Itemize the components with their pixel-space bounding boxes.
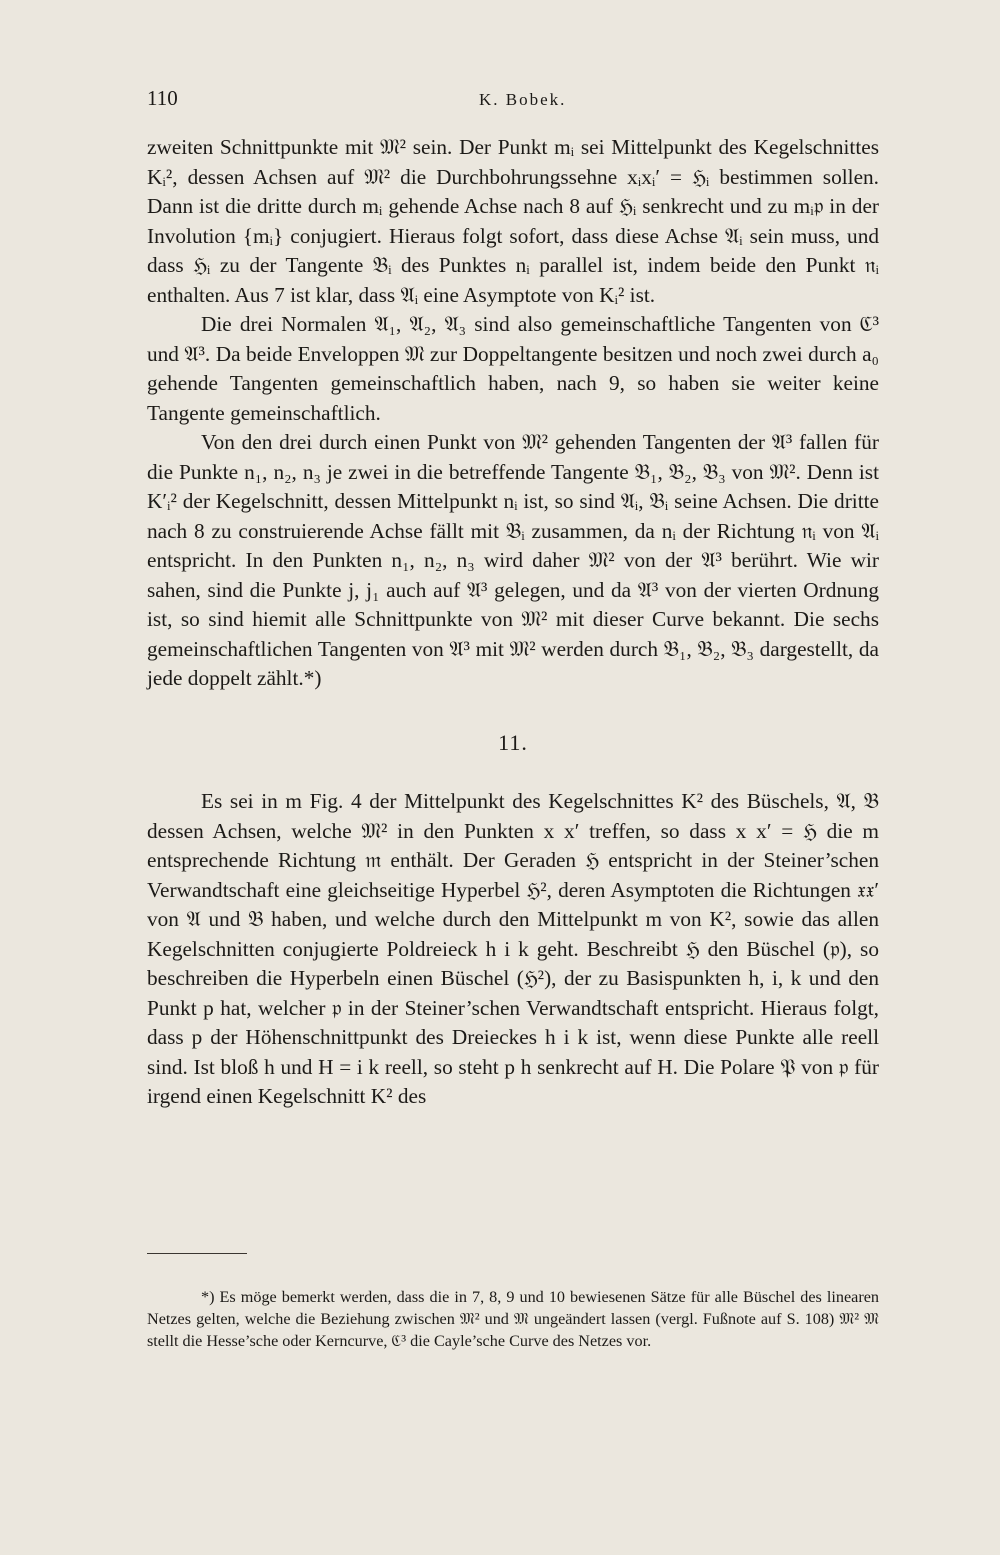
running-head bbox=[147, 86, 879, 116]
section-heading: 11. bbox=[498, 729, 528, 755]
paragraph-3: Von den drei durch einen Punkt von 𝔐² gehenden Tangenten der 𝔄³ fallen für die Punkte n₁, n₂, n₃ je zwei in die betreffende Tangente 𝔅₁, 𝔅₂, 𝔅₃ von 𝔐². Denn ist K′ᵢ² der Kegelschnitt, dessen Mittelpunkt nᵢ ist, so sind 𝔄ᵢ, 𝔅ᵢ seine Achsen. Die dritte nach 8 zu construierende Achse fällt mit 𝔅ᵢ zusammen, da nᵢ der Richtung 𝔫ᵢ von 𝔄ᵢ entspricht. In den Punkten n₁, n₂, n₃ wird daher 𝔐² von der 𝔄³ berührt. Wie wir sahen, sind die Punkte j, j₁ auch auf 𝔄³ gelegen, und da 𝔄³ von der vierten Ordnung ist, so sind hiemit alle Schnittpunkte von 𝔐² mit dieser Curve bekannt. Die sechs gemeinschaftlichen Tangenten von 𝔄³ mit 𝔐² werden durch 𝔅₁, 𝔅₂, 𝔅₃ dargestellt, da jede doppelt zählt.*) bbox=[147, 430, 879, 690]
paragraph-2: Die drei Normalen 𝔄₁, 𝔄₂, 𝔄₃ sind also gemeinschaftliche Tangenten von ℭ³ und 𝔄³. Da beide Enveloppen 𝔐 zur Doppeltangente besitzen und noch zwei durch a₀ gehende Tangenten gemeinschaftlich haben, nach 9, so haben sie weiter keine Tangente gemeinschaftlich. bbox=[147, 312, 879, 425]
body-text bbox=[147, 133, 879, 1112]
running-head-author: K. Bobek. bbox=[479, 90, 567, 109]
paragraph-1: zweiten Schnittpunkte mit 𝔐² sein. Der Punkt mᵢ sei Mittelpunkt des Kegelschnittes Kᵢ², dessen Achsen auf 𝔐² die Durchbohrungssehne xᵢxᵢ′ = ℌᵢ bestimmen sollen. Dann ist die dritte durch mᵢ gehende Achse nach 8 auf ℌᵢ senkrecht und zu mᵢ𝔭 in der Involution {mᵢ} conjugiert. Hieraus folgt sofort, dass diese Achse 𝔄ᵢ sein muss, und dass ℌᵢ zu der Tangente 𝔅ᵢ des Punktes nᵢ parallel ist, indem beide den Punkt 𝔫ᵢ enthalten. Aus 7 ist klar, dass 𝔄ᵢ eine Asymptote von Kᵢ² ist. bbox=[147, 135, 879, 307]
page-number: 110 bbox=[147, 86, 178, 110]
footnote-rule bbox=[147, 1253, 247, 1254]
footnote: *) Es möge bemerkt werden, dass die in 7, 8, 9 und 10 bewiesenen Sätze für alle Büschel des linearen Netzes gelten, welche die Beziehung zwischen 𝔐² und 𝔐 ungeändert lassen (vergl. Fußnote auf S. 108) 𝔐² 𝔐 stellt die Hesse’sche oder Kerncurve, ℭ³ die Cayle’sche Curve des Netzes vor. bbox=[147, 1288, 879, 1350]
section-paragraph: Es sei in m Fig. 4 der Mittelpunkt des Kegelschnittes K² des Büschels, 𝔄, 𝔅 dessen Achsen, welche 𝔐² in den Punkten x x′ treffen, so dass x x′ = ℌ die m entsprechende Richtung 𝔪 enthält. Der Geraden ℌ entspricht in der Steiner’schen Verwandtschaft eine gleichseitige Hyperbel ℌ², deren Asymptoten die Richtungen 𝔵𝔵′ von 𝔄 und 𝔅 haben, und welche durch den Mittelpunkt m von K², sowie das allen Kegelschnitten conjugierte Poldreieck h i k geht. Beschreibt ℌ den Büschel (𝔭), so beschreiben die Hyperbeln einen Büschel (ℌ²), der zu Basispunkten h, i, k und den Punkt p hat, welcher 𝔭 in der Steiner’schen Verwandtschaft entspricht. Hieraus folgt, dass p der Höhenschnittpunkt des Dreieckes h i k ist, wenn diese Punkte alle reell sind. Ist bloß h und H = i k reell, so steht p h senkrecht auf H. Die Polare 𝔓 von 𝔭 für irgend einen Kegelschnitt K² des bbox=[147, 789, 879, 1108]
